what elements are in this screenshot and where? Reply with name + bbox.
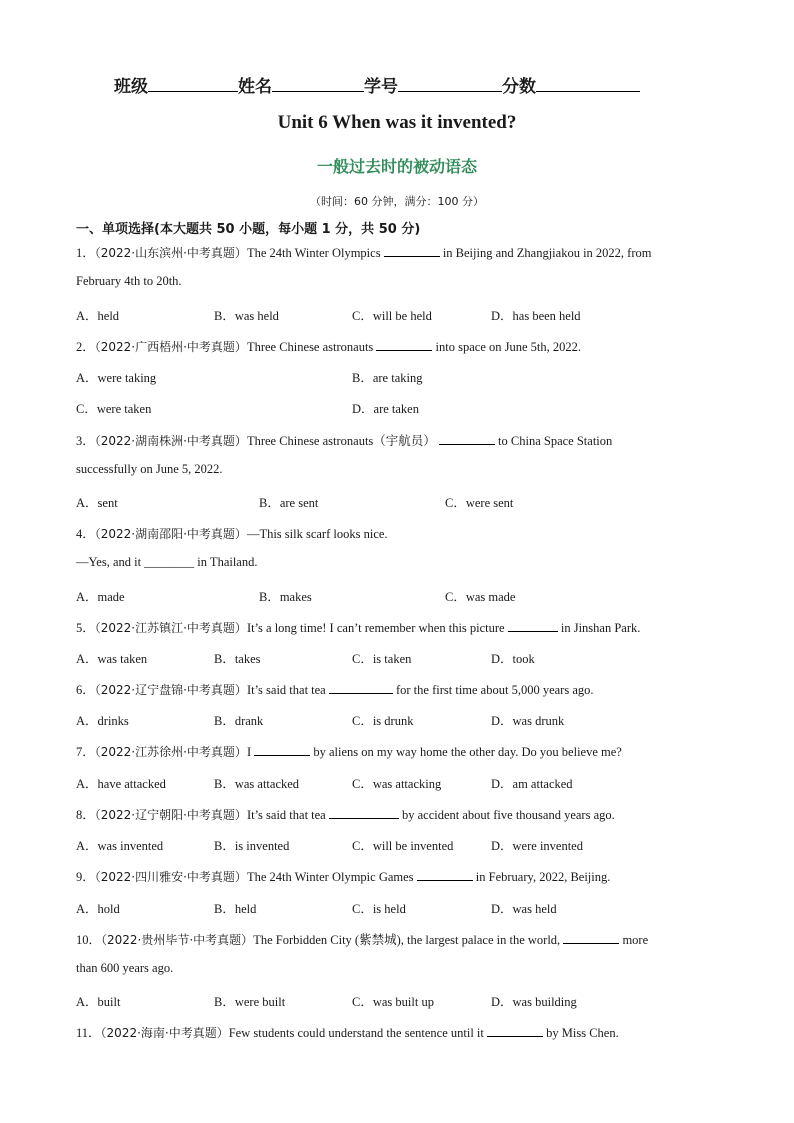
question-number: 3．: [76, 434, 95, 448]
question-1-stem: [76, 243, 651, 261]
name-label: 姓名: [238, 77, 272, 97]
question-text: Three Chinese astronauts: [246, 340, 377, 354]
question-number: 4．: [76, 527, 95, 541]
class-label: 班级: [114, 77, 148, 97]
question-5-option-d[interactable]: D．took: [491, 652, 535, 666]
question-source: （2022·四川雅安·中考真题）: [94, 870, 247, 884]
question-6-option-a[interactable]: A．drinks: [76, 714, 129, 728]
question-1-stem-continued: February 4th to 20th.: [76, 274, 182, 288]
answer-blank[interactable]: [384, 244, 440, 257]
question-text-end: more: [619, 933, 649, 947]
question-2-option-a[interactable]: A．were taking: [76, 371, 157, 385]
student-info-header: [114, 72, 640, 97]
question-2-option-b[interactable]: B．are taking: [352, 371, 423, 385]
question-6-option-b[interactable]: B．drank: [214, 714, 264, 728]
answer-blank[interactable]: [254, 743, 310, 756]
question-10-option-c[interactable]: C．was built up: [352, 995, 434, 1009]
question-3-stem: [76, 431, 612, 449]
question-source: （2022·贵州毕节·中考真题）: [101, 933, 254, 947]
question-text: Three Chinese astronauts（宇航员）: [246, 434, 439, 448]
question-2-stem: [76, 337, 581, 355]
page-subtitle: 一般过去时的被动语态: [316, 157, 477, 176]
question-7-option-b[interactable]: B．was attacked: [214, 777, 300, 791]
question-6-option-d[interactable]: D．was drunk: [491, 714, 565, 728]
question-7-option-d[interactable]: D．am attacked: [491, 777, 573, 791]
question-text: It’s a long time! I can’t remember when this picture: [246, 621, 508, 635]
question-source: （2022·湖南株洲·中考真题）: [94, 434, 247, 448]
question-10-stem: [76, 930, 648, 948]
question-9-option-c[interactable]: C．is held: [352, 902, 406, 916]
question-7-option-c[interactable]: C．was attacking: [352, 777, 442, 791]
question-11-stem: [76, 1023, 619, 1041]
question-10-option-d[interactable]: D．was building: [491, 995, 577, 1009]
question-text-end: in Beijing and Zhangjiakou in 2022, from: [439, 246, 652, 260]
question-text: It’s said that tea: [246, 808, 329, 822]
question-3-stem-continued: successfully on June 5, 2022.: [76, 462, 223, 476]
question-8-option-b[interactable]: B．is invented: [214, 839, 290, 853]
score-label: 分数: [502, 77, 536, 97]
question-number: 11．: [76, 1026, 101, 1040]
question-4-option-c[interactable]: C．was made: [445, 590, 516, 604]
question-source: （2022·江苏镇江·中考真题）: [94, 621, 247, 635]
question-5-option-b[interactable]: B．takes: [214, 652, 261, 666]
question-1-option-a[interactable]: A．held: [76, 309, 120, 323]
question-8-option-d[interactable]: D．were invented: [491, 839, 583, 853]
answer-blank[interactable]: [417, 868, 473, 881]
question-number: 8．: [76, 808, 95, 822]
score-blank[interactable]: [536, 77, 640, 92]
question-4-stem-continued: —Yes, and it ________ in Thailand.: [76, 555, 258, 569]
question-text-end: to China Space Station: [494, 434, 613, 448]
question-source: （2022·湖南邵阳·中考真题）: [94, 527, 247, 541]
question-source: （2022·海南·中考真题）: [100, 1026, 229, 1040]
question-6-option-c[interactable]: C．is drunk: [352, 714, 414, 728]
question-text: It’s said that tea: [246, 683, 329, 697]
question-number: 10．: [76, 933, 102, 947]
answer-blank[interactable]: [563, 931, 619, 944]
question-text: The 24th Winter Olympic Games: [246, 870, 417, 884]
question-7-stem: [76, 742, 622, 760]
question-5-option-c[interactable]: C．is taken: [352, 652, 412, 666]
question-text-end: by accident about five thousand years ago.: [398, 808, 615, 822]
question-source: （2022·辽宁朝阳·中考真题）: [94, 808, 247, 822]
question-source: （2022·江苏徐州·中考真题）: [94, 745, 247, 759]
question-number: 6．: [76, 683, 95, 697]
question-text: The 24th Winter Olympics: [246, 246, 384, 260]
question-9-option-b[interactable]: B．held: [214, 902, 257, 916]
question-number: 7．: [76, 745, 95, 759]
question-number: 9．: [76, 870, 95, 884]
page-title: Unit 6 When was it invented?: [277, 112, 517, 133]
question-9-stem: [76, 867, 610, 885]
question-6-stem: [76, 680, 594, 698]
question-10-option-a[interactable]: A．built: [76, 995, 121, 1009]
question-text-end: for the first time about 5,000 years ago.: [392, 683, 594, 697]
question-5-option-a[interactable]: A．was taken: [76, 652, 148, 666]
student-id-blank[interactable]: [398, 77, 502, 92]
question-text: I: [246, 745, 255, 759]
question-4-stem: [76, 524, 388, 542]
question-number: 5．: [76, 621, 95, 635]
question-9-option-d[interactable]: D．was held: [491, 902, 557, 916]
question-text: Few students could understand the sentence until it: [228, 1026, 488, 1040]
answer-blank[interactable]: [329, 806, 399, 819]
question-source: （2022·辽宁盘锦·中考真题）: [94, 683, 247, 697]
answer-blank[interactable]: [508, 619, 558, 632]
question-8-option-c[interactable]: C．will be invented: [352, 839, 454, 853]
question-number: 1．: [76, 246, 95, 260]
exam-meta: （时间：60 分钟，满分：100 分）: [310, 195, 484, 208]
question-text: The Forbidden City (紫禁城), the largest palace in the world,: [253, 933, 564, 947]
question-8-stem: [76, 805, 615, 823]
question-2-option-c[interactable]: C．were taken: [76, 402, 152, 416]
section-title: 一、单项选择(本大题共 50 小题，每小题 1 分，共 50 分): [76, 222, 421, 237]
question-10-option-b[interactable]: B．were built: [214, 995, 286, 1009]
question-1-option-d[interactable]: D．has been held: [491, 309, 581, 323]
question-source: （2022·山东滨州·中考真题）: [94, 246, 247, 260]
question-text-end: into space on June 5th, 2022.: [432, 340, 582, 354]
question-9-option-a[interactable]: A．hold: [76, 902, 120, 916]
question-text: —This silk scarf looks nice.: [246, 527, 388, 541]
question-3-option-a[interactable]: A．sent: [76, 496, 118, 510]
question-text-end: by Miss Chen.: [543, 1026, 619, 1040]
class-blank[interactable]: [148, 77, 238, 92]
question-text-end: by aliens on my way home the other day. Do you believe me?: [310, 745, 622, 759]
question-2-option-d[interactable]: D．are taken: [352, 402, 419, 416]
question-10-stem-continued: than 600 years ago.: [76, 961, 174, 975]
name-blank[interactable]: [272, 77, 364, 92]
answer-blank[interactable]: [329, 681, 393, 694]
question-7-option-a[interactable]: A．have attacked: [76, 777, 166, 791]
question-1-option-c[interactable]: C．will be held: [352, 309, 432, 323]
question-4-option-b[interactable]: B．makes: [259, 590, 312, 604]
student-id-label: 学号: [364, 77, 398, 97]
question-4-option-a[interactable]: A．made: [76, 590, 125, 604]
question-source: （2022·广西梧州·中考真题）: [94, 340, 247, 354]
question-text-end: in Jinshan Park.: [557, 621, 641, 635]
question-3-option-b[interactable]: B．are sent: [259, 496, 319, 510]
question-1-option-b[interactable]: B．was held: [214, 309, 279, 323]
question-3-option-c[interactable]: C．were sent: [445, 496, 514, 510]
answer-blank[interactable]: [376, 338, 432, 351]
question-8-option-a[interactable]: A．was invented: [76, 839, 164, 853]
answer-blank[interactable]: [487, 1024, 543, 1037]
answer-blank[interactable]: [439, 432, 495, 445]
question-text-end: in February, 2022, Beijing.: [472, 870, 611, 884]
question-5-stem: [76, 618, 640, 636]
question-number: 2．: [76, 340, 95, 354]
